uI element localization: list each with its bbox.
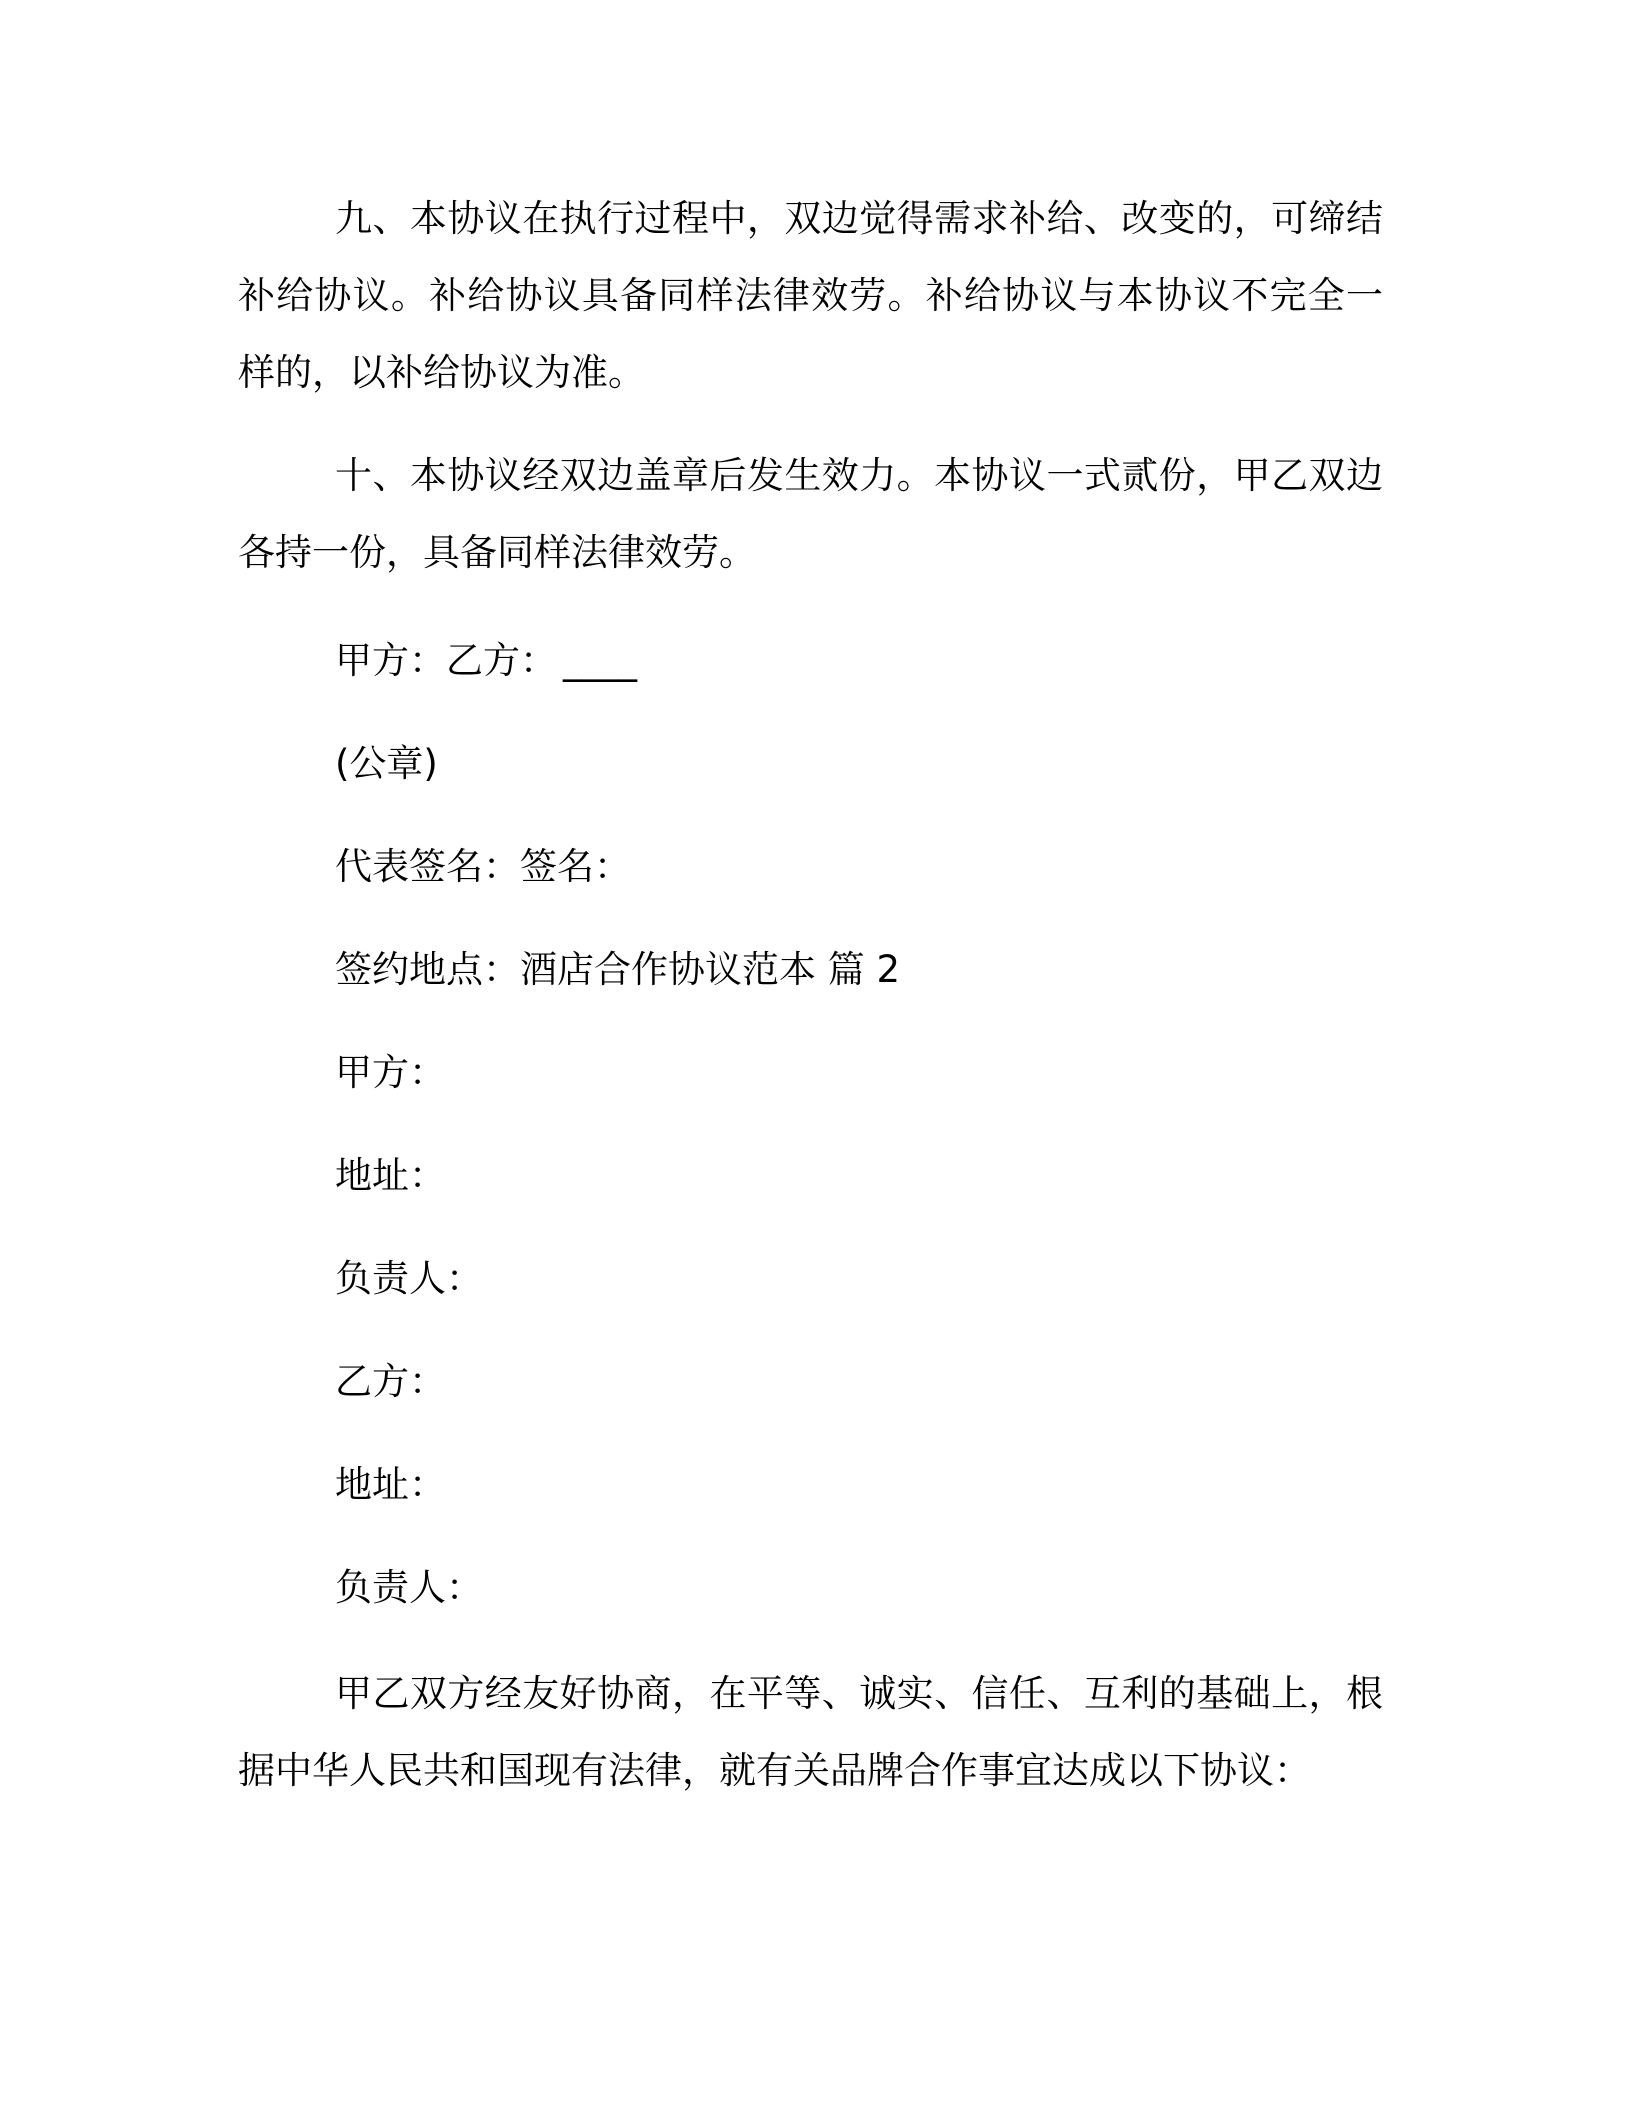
party-line-blank: ____: [563, 639, 637, 682]
signature-line: 代表签名：签名：: [335, 845, 631, 888]
seal-label: (公章): [335, 742, 438, 785]
party-a-label: 甲方：: [335, 1051, 446, 1094]
party-a-address-label: 地址：: [335, 1154, 446, 1197]
party-b-address-label: 地址：: [335, 1463, 446, 1506]
clause-10-paragraph: 十、本协议经双边盖章后发生效力。本协议一式贰份，甲乙双边各持一份，具备同样法律效劳。: [238, 454, 1383, 574]
party-b-label: 乙方：: [335, 1360, 446, 1403]
intro-paragraph: 甲乙双方经友好协商，在平等、诚实、信任、互利的基础上，根据中华人民共和国现有法律，就有关品牌合作事宜达成以下协议：: [238, 1672, 1383, 1792]
clause-9-paragraph: 九、本协议在执行过程中，双边觉得需求补给、改变的，可缔结补给协议。补给协议具备同样法律效劳。补给协议与本协议不完全一样的，以补给协议为准。: [238, 197, 1383, 394]
party-signature-line: [335, 637, 637, 685]
party-line-label: 甲方：乙方：: [335, 639, 557, 682]
signing-place-line: 签约地点：酒店合作协议范本 篇 2: [335, 948, 901, 991]
party-a-responsible-label: 负责人：: [335, 1257, 483, 1300]
party-b-responsible-label: 负责人：: [335, 1566, 483, 1609]
